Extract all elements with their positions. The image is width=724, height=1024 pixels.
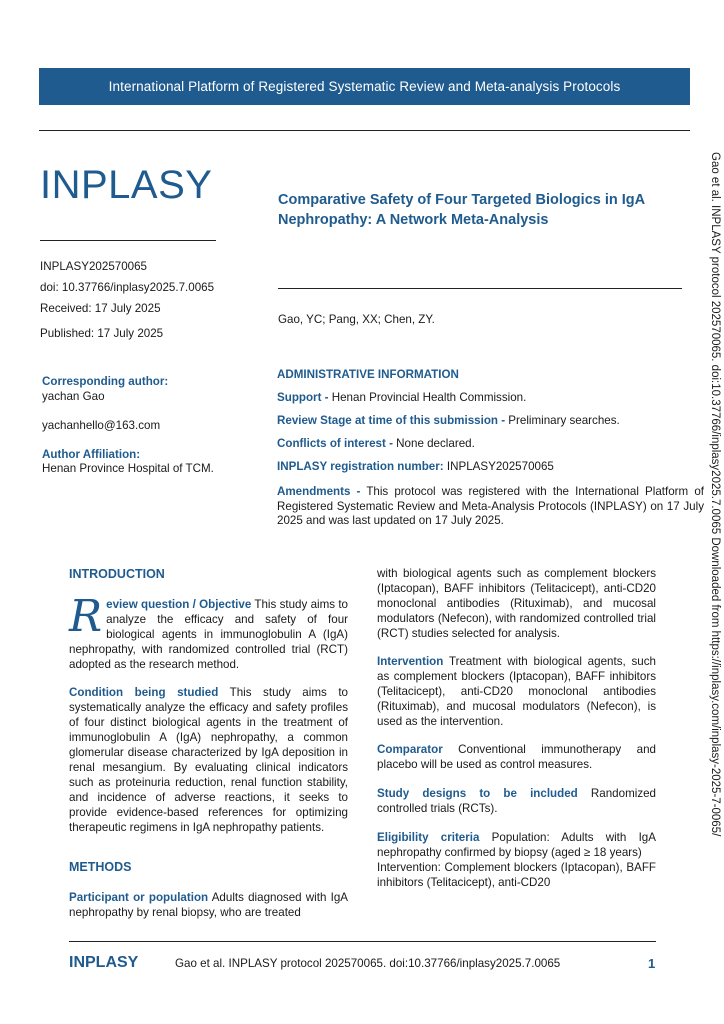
amendments-label: Amendments - xyxy=(277,485,361,498)
eligibility-paragraph xyxy=(377,830,656,890)
review-question-label: eview question / Objective xyxy=(106,598,252,611)
participant-text: Adults diagnosed with IgA nephropathy by renal biopsy, who are treated xyxy=(69,891,348,919)
registration-label: INPLASY registration number: xyxy=(277,460,444,473)
authors: Gao, YC; Pang, XX; Chen, ZY. xyxy=(278,313,435,326)
review-question-paragraph xyxy=(69,591,349,672)
footer-divider xyxy=(69,941,656,942)
admin-heading: ADMINISTRATIVE INFORMATION xyxy=(277,368,459,381)
corresponding-email[interactable]: yachanhello@163.com xyxy=(42,419,161,432)
amendments-line xyxy=(277,485,704,529)
intervention-text: Treatment with biological agents, such as complement blockers (Iptacopan), BAFF inhibitors (Telitacicept), anti-CD20 monoclonal antibodies (Rituximab), and mucosal modulators (Nefecon), is used as the intervention. xyxy=(377,655,656,728)
participant-label: Participant or population xyxy=(69,891,209,904)
study-design-label: Study designs to be included xyxy=(377,787,578,800)
participant-continuation: with biological agents such as complement blockers (Iptacopan), BAFF inhibitors (Telitacicept), anti-CD20 monoclonal antibodies (Rituximab), and mucosal modulators (Nefecon), with randomized controlled trial (RCT) studies selected for analysis. xyxy=(377,567,656,640)
support-value: Henan Provincial Health Commission. xyxy=(328,391,527,404)
received-date: Received: 17 July 2025 xyxy=(40,302,161,315)
support-label: Support - xyxy=(277,391,329,404)
intervention-paragraph xyxy=(377,654,656,729)
stage-value: Preliminary searches. xyxy=(505,414,620,427)
eligibility-text-2: Intervention: Complement blockers (Iptacopan), BAFF inhibitors (Telitacicept), anti-CD20 xyxy=(377,861,656,889)
study-design-paragraph xyxy=(377,786,656,816)
eligibility-text: Population: Adults with IgA nephropathy confirmed by biopsy (aged ≥ 18 years) xyxy=(377,831,656,859)
page-number: 1 xyxy=(648,956,656,971)
amendments-value: This protocol was registered with the International Platform of Registered Systematic Review and Meta-Analysis Protocols (INPLASY) on 17 July 2025 and was last updated on 17 July 2025. xyxy=(277,485,704,527)
comparator-paragraph xyxy=(377,742,656,772)
support-line xyxy=(277,391,704,406)
stage-label: Review Stage at time of this submission - xyxy=(277,414,506,427)
intervention-label: Intervention xyxy=(377,655,444,668)
condition-label: Condition being studied xyxy=(69,686,219,699)
download-sidebar: Gao et al. INPLASY protocol 202570065. doi:10.37766/inplasy2025.7.0065 Downloaded from https://inplasy.com/inplasy-2025-7-0065/ xyxy=(709,152,721,837)
title-divider xyxy=(278,288,682,289)
condition-text: This study aims to systematically analyze the efficacy and safety profiles of four distinct biological agents in the treatment of immunoglobulin A (IgA) nephropathy, a common glomerular disease characterized by IgA deposition in renal mesangium. By evaluating clinical indicators such as proteinuria reduction, renal function stability, and incidence of adverse reactions, it seeks to provide evidence-based references for optimizing therapeutic regimens in IgA nephropathy patients. xyxy=(69,686,348,834)
comparator-label: Comparator xyxy=(377,743,443,756)
doi-link[interactable]: doi: 10.37766/inplasy2025.7.0065 xyxy=(40,281,215,294)
condition-paragraph xyxy=(69,685,348,835)
corresponding-label: Corresponding author: xyxy=(42,375,169,388)
stage-line xyxy=(277,414,704,429)
conflicts-label: Conflicts of interest - xyxy=(277,437,393,450)
conflicts-value: None declared. xyxy=(392,437,475,450)
top-divider xyxy=(39,130,690,131)
inplasy-logo: INPLASY xyxy=(40,163,213,207)
introduction-heading: INTRODUCTION xyxy=(69,567,165,581)
registration-id: INPLASY202570065 xyxy=(40,260,148,273)
drop-cap: R xyxy=(69,591,103,642)
registration-line xyxy=(277,460,704,475)
corresponding-name: yachan Gao xyxy=(42,390,105,403)
header-banner: International Platform of Registered Systematic Review and Meta-analysis Protocols xyxy=(39,68,690,105)
comparator-text: Conventional immunotherapy and placebo will be used as control measures. xyxy=(377,743,656,771)
review-question-text: This study aims to analyze the efficacy and safety of four biological agents in immunoglobulin A (IgA) nephropathy, with randomized controlled trial (RCT) adopted as the research method. xyxy=(69,598,349,671)
footer-citation: Gao et al. INPLASY protocol 202570065. doi:10.37766/inplasy2025.7.0065 xyxy=(175,957,561,970)
published-date: Published: 17 July 2025 xyxy=(40,327,164,340)
affiliation-label: Author Affiliation: xyxy=(42,448,141,461)
eligibility-label: Eligibility criteria xyxy=(377,831,480,844)
registration-value: INPLASY202570065 xyxy=(443,460,554,473)
study-design-text: Randomized controlled trials (RCTs). xyxy=(377,787,657,815)
methods-heading: METHODS xyxy=(69,860,132,874)
logo-divider xyxy=(40,240,216,241)
footer-logo: INPLASY xyxy=(69,954,139,971)
affiliation-value: Henan Province Hospital of TCM. xyxy=(42,462,214,475)
participant-paragraph xyxy=(69,890,348,920)
paper-title: Comparative Safety of Four Targeted Biologics in IgA Nephropathy: A Network Meta-Analysis xyxy=(278,192,645,228)
conflicts-line xyxy=(277,437,704,452)
